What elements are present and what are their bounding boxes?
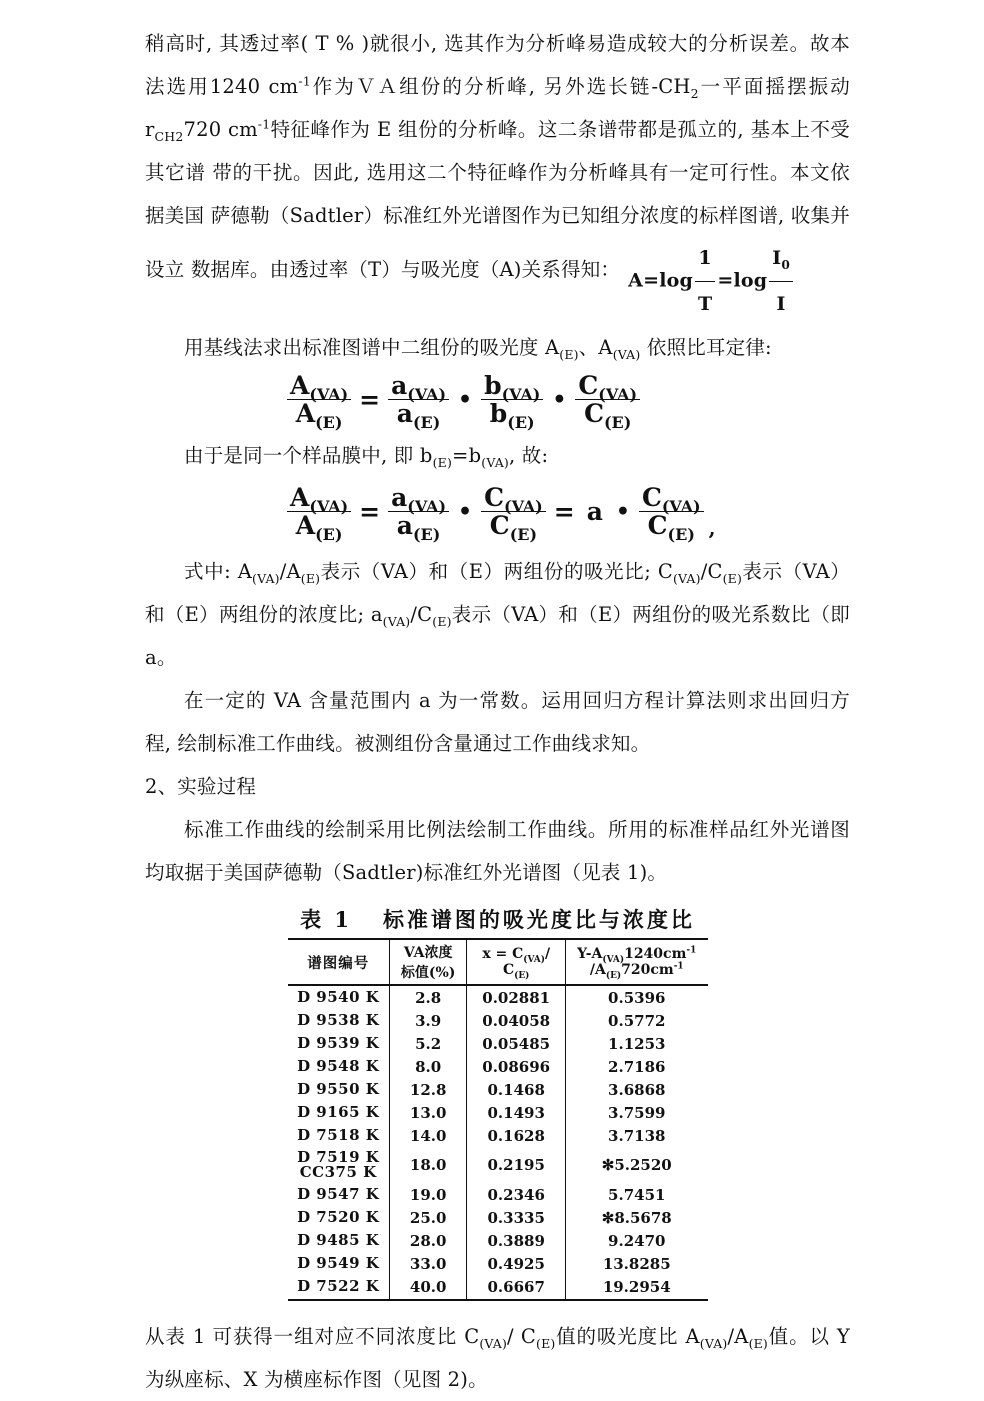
p4-l2-a: 和（E）两组份的浓度比; a: [145, 603, 383, 626]
p7-c: 值的吸光度比 A: [555, 1324, 700, 1348]
p3-b: =b: [452, 444, 482, 467]
cell-spectrum-id: D 7518 K: [288, 1124, 390, 1147]
cell-x-value: 0.05485: [467, 1032, 566, 1055]
cell-va-concentration: 18.0: [389, 1147, 467, 1184]
table-caption-label: 表 1: [300, 907, 352, 932]
num-sym: A: [290, 483, 310, 512]
cell-spectrum-id: D 9538 K: [288, 1009, 390, 1032]
header-y-wavenumber: 1240cm: [624, 946, 687, 962]
den-sym: C: [489, 511, 510, 540]
p4-l3: a。: [145, 646, 177, 669]
num-sym: A: [290, 371, 310, 400]
subscript-ch2: CH2: [154, 128, 184, 144]
den-sub: (E): [412, 413, 441, 432]
num-sym: C: [578, 371, 599, 400]
table-header-row: [288, 939, 708, 985]
p4-l1-a: 式中: A: [184, 560, 253, 583]
equation-absorbance: [628, 237, 795, 326]
eq2-operator-equals-2: =: [553, 497, 575, 526]
denominator: [388, 399, 449, 432]
cell-spectrum-id: [288, 1147, 390, 1184]
cell-spectrum-id-line1: D 7519 K: [297, 1147, 380, 1166]
numerator: [769, 237, 793, 282]
table-row: [288, 1207, 708, 1230]
cell-x-value: 0.4925: [467, 1253, 566, 1276]
cell-y-value: 3.6868: [608, 1080, 666, 1099]
denominator: [481, 511, 546, 544]
header-y-ratio: [565, 939, 707, 985]
p4-sub-va-1: (VA): [252, 570, 280, 586]
header-y-sub-va: (VA): [602, 954, 625, 965]
cell-y-value: 1.1253: [608, 1034, 666, 1053]
header-y-line1: [570, 945, 704, 965]
p4-sub-e-3: (E): [432, 613, 452, 629]
denominator: [639, 511, 704, 544]
table-1-block: [145, 904, 850, 1301]
num-sym: C: [641, 483, 662, 512]
den-sub: (E): [412, 525, 441, 544]
denominator: [287, 511, 351, 544]
superscript-minus-one-2: -1: [257, 116, 271, 132]
p7-sub-e-2: (E): [748, 1335, 768, 1351]
p7-sub-va-2: (VA): [699, 1335, 728, 1351]
num-sub: (VA): [407, 497, 447, 516]
denominator: [575, 399, 640, 432]
fraction-a-ratio-2: [287, 483, 351, 544]
section-heading-2: [145, 765, 850, 808]
num-sym: a: [391, 483, 408, 512]
equation-reduced: [145, 483, 850, 544]
table-caption-title: 标准谱图的吸光度比与浓度比: [382, 907, 695, 932]
fraction-a-coef-ratio: [388, 371, 449, 432]
table-row: [288, 1230, 708, 1253]
numerator: [575, 371, 640, 404]
paragraph-1: [145, 22, 850, 326]
p1-line5: 萨德勒（Sadtler）标准红外光谱图作为已知组分浓度的标样图谱, 收集并设立: [145, 204, 850, 282]
p1-line2-d: 7: [183, 118, 197, 141]
eq2-trailing-comma: ,: [708, 516, 716, 540]
p2-mid: 、A: [578, 336, 613, 359]
table-row: [288, 1055, 708, 1078]
table-row: [288, 1101, 708, 1124]
table-row: [288, 985, 708, 1009]
fraction-b-ratio: [481, 371, 543, 432]
cell-y-value: ✻5.2520: [601, 1156, 672, 1175]
table-row: [288, 1009, 708, 1032]
header-x-sub-va: (VA): [523, 954, 545, 965]
den-sub: (E): [509, 525, 538, 544]
num-sym: C: [484, 483, 504, 512]
eq-lhs: A: [628, 269, 644, 292]
paragraph-experiment: [145, 808, 850, 894]
p4-l1-c: 表示（VA）和（E）两组份的吸光比; C: [320, 560, 673, 583]
paragraph-definitions: [145, 550, 850, 679]
header-x-sub-e: (E): [514, 970, 530, 981]
table-header: [288, 939, 708, 985]
header-x-a: x = C: [482, 946, 524, 962]
p1-line2-a: 法选用1240 cm: [145, 75, 299, 98]
header-va-concentration: [389, 939, 467, 985]
den-sym: a: [396, 511, 413, 540]
num-sub: (VA): [501, 385, 541, 404]
p4-l2-b: /C: [410, 603, 433, 626]
table-row: [288, 1032, 708, 1055]
cell-y-value: 3.7138: [608, 1126, 666, 1145]
cell-spectrum-id: D 9539 K: [288, 1032, 390, 1055]
den-sub: (E): [315, 525, 343, 544]
p6-line2: 均取据于美国萨德勒（Sadtler)标准红外光谱图（见表 1)。: [145, 861, 668, 884]
section-heading-text: 2、实验过程: [145, 775, 257, 798]
p3-sub-va: (VA): [481, 454, 509, 470]
cell-spectrum-id: D 9550 K: [288, 1078, 390, 1101]
p1-line3-a: 20 cm: [196, 118, 258, 141]
numerator: [481, 483, 546, 516]
cell-va-concentration: 33.0: [389, 1253, 467, 1276]
numerator: [287, 483, 351, 516]
fraction-a-coef-ratio-2: [388, 483, 449, 544]
numerator: [481, 371, 543, 404]
p3-a: 由于是同一个样品膜中, 即 b: [184, 444, 433, 467]
cell-x-value: 0.1493: [467, 1101, 566, 1124]
p7-sub-va-1: (VA): [479, 1335, 508, 1351]
cell-spectrum-id: D 9485 K: [288, 1230, 390, 1253]
num-sub: (VA): [661, 497, 701, 516]
p4-l1-e: 表示（VA）: [742, 560, 850, 583]
subscript-two: 2: [690, 85, 699, 101]
p2-sub-e: (E): [559, 346, 579, 362]
cell-x-value: 0.08696: [467, 1055, 566, 1078]
cell-va-concentration: 3.9: [389, 1009, 467, 1032]
num-sub: (VA): [598, 385, 638, 404]
p4-sub-e-1: (E): [300, 570, 321, 586]
p3-c: , 故:: [508, 444, 549, 467]
cell-y-value: 5.7451: [608, 1186, 666, 1205]
den-sub: (E): [315, 413, 343, 432]
den-sub: (E): [667, 525, 695, 544]
cell-spectrum-id: D 7522 K: [288, 1276, 390, 1300]
header-y-a: Y-A: [577, 946, 603, 962]
cell-va-concentration: 5.2: [389, 1032, 467, 1055]
cell-y-value: 0.5396: [608, 988, 666, 1007]
p2-end: 依照比耳定律:: [646, 336, 772, 359]
cell-y-value: 9.2470: [608, 1232, 666, 1251]
cell-x-value: 0.02881: [467, 985, 566, 1009]
p1-line2-b: 作为ＶＡ组份的分析峰, 另外选长链-CH: [310, 75, 691, 98]
asterisk-marker-icon: ✻: [601, 1209, 615, 1228]
cell-y-value: ✻8.5678: [601, 1209, 672, 1228]
p4-sub-e-2: (E): [722, 570, 743, 586]
denominator: T: [697, 293, 713, 315]
table-body: [288, 985, 708, 1300]
numerator-i: I: [772, 247, 782, 269]
num-sym: a: [391, 371, 408, 400]
cell-va-concentration: 13.0: [389, 1101, 467, 1124]
absorbance-concentration-table: [288, 938, 708, 1301]
header-x-line2: [471, 962, 561, 981]
p4-l1-d: /C: [700, 560, 723, 583]
header-y-sup-2: -1: [673, 961, 684, 972]
cell-va-concentration: 40.0: [389, 1276, 467, 1300]
cell-x-value: 0.1628: [467, 1124, 566, 1147]
table-row: [288, 1078, 708, 1101]
cell-va-concentration: 19.0: [389, 1184, 467, 1207]
numerator: [388, 483, 449, 516]
p7-e: 值。以 Y 为纵座标、X 为横座标作图（见图 2)。: [145, 1324, 850, 1391]
cell-va-concentration: 25.0: [389, 1207, 467, 1230]
cell-x-value: 0.2346: [467, 1184, 566, 1207]
p4-l1-b: /A: [279, 560, 301, 583]
cell-y-value: 3.7599: [608, 1103, 666, 1122]
cell-x-value: 0.1468: [467, 1078, 566, 1101]
den-sym: A: [295, 399, 316, 428]
cell-spectrum-id: D 7520 K: [288, 1207, 390, 1230]
num-sym: b: [484, 371, 502, 400]
fraction-i0-over-i: [769, 237, 793, 326]
eq-operator-dot-1: •: [458, 386, 473, 413]
eq-operator-equals: =: [359, 385, 381, 414]
p2-intro: 用基线法求出标准图谱中二组份的吸光度 A: [184, 336, 560, 359]
p1-line4: 带的干扰。因此, 选用这二个特征峰作为分析峰具有一定可行性。本文依据美国: [145, 161, 850, 227]
num-sub: (VA): [504, 497, 543, 516]
paragraph-constant-a: [145, 679, 850, 765]
eq-log-2: log: [733, 269, 768, 292]
den-sym: A: [295, 511, 316, 540]
table-caption: [145, 904, 850, 934]
eq2-coefficient-a: a: [586, 497, 603, 526]
cell-x-value: 0.3889: [467, 1230, 566, 1253]
cell-spectrum-id: D 9165 K: [288, 1101, 390, 1124]
num-sub: (VA): [407, 385, 447, 404]
cell-x-value: 0.2195: [467, 1147, 566, 1184]
header-y-sup: -1: [686, 945, 697, 956]
p1-line3-b: 特征峰作为 E 组份的分析峰。这二条谱带都是孤立的, 基本上不受其它谱: [145, 118, 850, 184]
asterisk-marker-icon: ✻: [601, 1156, 615, 1175]
header-x-ratio: [467, 939, 566, 985]
table-row: [288, 1124, 708, 1147]
table-row: [288, 1253, 708, 1276]
p1-line2-c: 一平面摇摆振动r: [145, 75, 850, 141]
numerator: 1: [695, 237, 715, 282]
p5-line2: 程, 绘制标准工作曲线。被测组份含量通过工作曲线求知。: [145, 732, 651, 755]
denominator: [481, 399, 543, 432]
superscript-minus-one: -1: [298, 73, 311, 89]
p7-sub-e-1: (E): [536, 1335, 556, 1351]
cell-va-concentration: 28.0: [389, 1230, 467, 1253]
paragraph-same-film: [145, 434, 850, 477]
eq-equals-1: =: [643, 269, 660, 292]
denominator: [388, 511, 449, 544]
cell-x-value: 0.3335: [467, 1207, 566, 1230]
paragraph-beer-intro: [145, 326, 850, 369]
eq-equals-2: =: [717, 269, 734, 292]
fraction-a-ratio: [287, 371, 351, 432]
cell-y-value: 2.7186: [608, 1057, 666, 1076]
cell-y-value: 13.8285: [602, 1255, 671, 1274]
p1-line1: 稍高时, 其透过率( T % )就很小, 选其作为分析峰易造成较大的分析误差。故本: [145, 32, 850, 55]
cell-spectrum-id: D 9547 K: [288, 1184, 390, 1207]
cell-x-value: 0.6667: [467, 1276, 566, 1300]
fraction-c-ratio-2: [481, 483, 546, 544]
p3-sub-e: (E): [432, 454, 453, 470]
p2-sub-va: (VA): [612, 346, 641, 362]
cell-x-value: 0.04058: [467, 1009, 566, 1032]
header-x-slash: /: [544, 946, 551, 962]
den-sub: (E): [507, 413, 535, 432]
numerator-sub-zero: 0: [781, 257, 790, 272]
p4-sub-va-2: (VA): [672, 570, 701, 586]
den-sub: (E): [603, 413, 632, 432]
eq-log-1: log: [659, 269, 693, 292]
p6-line1: 标准工作曲线的绘制采用比例法绘制工作曲线。所用的标准样品红外光谱图: [184, 818, 850, 841]
den-sym: C: [584, 399, 604, 428]
den-sym: a: [396, 399, 413, 428]
header-y-sub-e: (E): [605, 970, 622, 981]
p4-l2-c: 表示（VA）和（E）两组份的吸光系数比（即: [451, 603, 850, 626]
eq-operator-dot-2: •: [552, 386, 567, 413]
p4-sub-va-3: (VA): [382, 613, 411, 629]
fraction-one-over-t: [695, 237, 715, 326]
paragraph-conclusion: [145, 1315, 850, 1401]
denominator: I: [776, 293, 786, 315]
cell-spectrum-id: D 9548 K: [288, 1055, 390, 1078]
cell-va-concentration: 2.8: [389, 985, 467, 1009]
cell-y-value: 0.5772: [608, 1011, 666, 1030]
numerator: [287, 371, 351, 404]
p1-line6: 数据库。由透过率（T）与吸光度（A)关系得知：: [190, 258, 621, 282]
header-va-line1: VA浓度: [403, 945, 453, 961]
denominator: [287, 399, 351, 432]
cell-spectrum-id: D 9540 K: [288, 985, 390, 1009]
header-y-wavenumber-2: 720cm: [621, 962, 674, 978]
cell-va-concentration: 12.8: [389, 1078, 467, 1101]
header-va-line2: 标值(%): [400, 965, 456, 981]
header-x-line1: [471, 946, 561, 965]
equation-beer-law: [145, 371, 850, 432]
header-y-b: /A: [589, 962, 606, 978]
fraction-c-ratio: [575, 371, 640, 432]
p7-a: 从表 1 可获得一组对应不同浓度比 C: [145, 1324, 480, 1348]
eq2-operator-dot-1: •: [458, 498, 473, 525]
p5-line1: 在一定的 VA 含量范围内 a 为一常数。运用回归方程计算法则求出回归方: [184, 689, 850, 712]
cell-spectrum-id: D 9549 K: [288, 1253, 390, 1276]
den-sym: b: [489, 399, 508, 428]
cell-spectrum-id-line2: CC375 K: [299, 1163, 377, 1182]
num-sub: (VA): [309, 497, 349, 516]
header-spectrum-id: 谱图编号: [288, 939, 390, 985]
cell-va-concentration: 14.0: [389, 1124, 467, 1147]
table-row: [288, 1276, 708, 1300]
eq2-operator-dot-2: •: [615, 498, 630, 525]
p7-d: /A: [727, 1324, 749, 1348]
body-column: [145, 22, 850, 1401]
table-row: [288, 1147, 708, 1184]
fraction-c-ratio-3: [639, 483, 704, 544]
cell-y-value: 19.2954: [565, 1276, 707, 1300]
eq2-operator-equals-1: =: [359, 497, 381, 526]
cell-va-concentration: 8.0: [389, 1055, 467, 1078]
header-x-c: C: [502, 962, 515, 978]
header-y-line2: [570, 961, 704, 981]
den-sym: C: [647, 511, 668, 540]
num-sub: (VA): [309, 385, 349, 404]
table-row: [288, 1184, 708, 1207]
p7-b: / C: [507, 1324, 537, 1348]
numerator: [639, 483, 704, 516]
numerator: [388, 371, 449, 404]
